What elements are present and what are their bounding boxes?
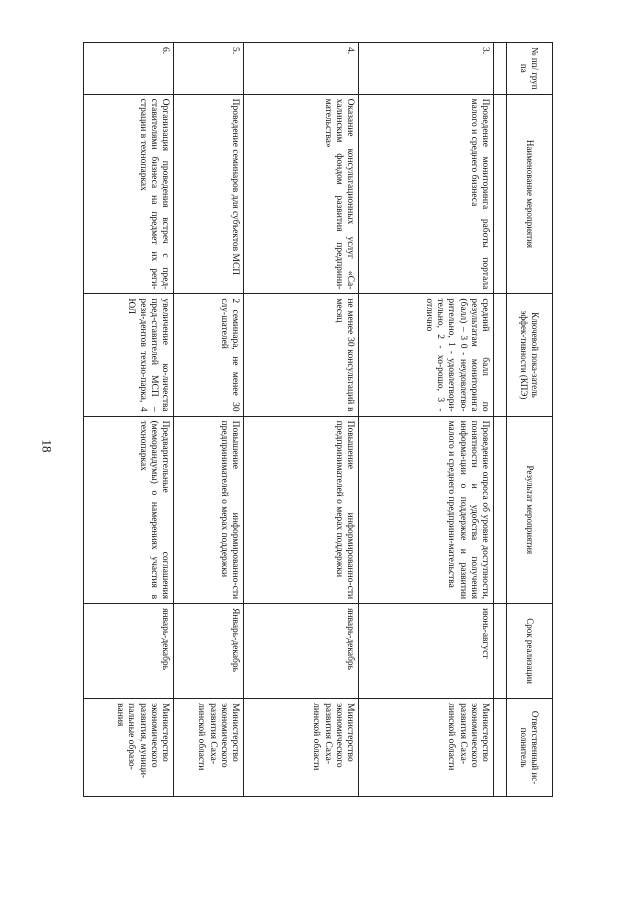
header-responsible: Ответственный ис-полнитель [507, 699, 553, 797]
spacer-row [494, 43, 507, 797]
header-kpi: Ключевой пока-затель эффек-тивности (КПЭ) [507, 294, 553, 416]
table-row [84, 43, 174, 797]
row-result: Предварительные соглашения (меморандумы) о намерениях участия в технопарках [84, 416, 174, 603]
row-term: январь-декабрь [84, 604, 174, 699]
header-num: № пп/ груп па [507, 43, 553, 95]
measures-table [83, 42, 553, 797]
row-responsible: Министерство экономического развития Саха-линской области [174, 699, 244, 797]
header-result: Результат мероприятия [507, 416, 553, 603]
row-name: Организация проведения встреч с пред-ставителями бизнеса на предмет их реги-страции в технопарках [84, 94, 174, 294]
row-name: Оказание консультационных услуг «Са-халинским фондом развития предприни-мательства» [244, 94, 359, 294]
row-result: Повышение информированно-сти предпринимателей о мерах поддержки [244, 416, 359, 603]
row-kpi: не менее 30 консультаций в месяц [244, 294, 359, 416]
row-responsible: Министерство экономического развития Саха-линской области [244, 699, 359, 797]
row-term: июнь-август [359, 604, 494, 699]
row-kpi: увеличение ко-личества пред-ставителей МСП – рези-дентов техно-парка, 4 ЮЛ [84, 294, 174, 416]
table-row [359, 43, 494, 797]
row-num: 3. [359, 43, 494, 95]
table-row [244, 43, 359, 797]
header-name: Наименование мероприятия [507, 94, 553, 294]
page-number: 18 [39, 439, 55, 453]
row-num: 6. [84, 43, 174, 95]
document-body [83, 42, 553, 797]
row-kpi: 2 семинара, не менее 30 слу-шателей [174, 294, 244, 416]
row-num: 4. [244, 43, 359, 95]
row-kpi: средний балл по результатам мониторинга (балл) – 3 0 - неудовлетво-рительно, 1 - удовлетвори-тельно, 2 - хо-рошо, 3 - отлично [359, 294, 494, 416]
row-num: 5. [174, 43, 244, 95]
table-container [83, 42, 553, 797]
row-responsible: Министерство экономического развития, муници-пальные образо-вания [84, 699, 174, 797]
table-row [174, 43, 244, 797]
row-term: Январь-декабрь [174, 604, 244, 699]
row-result: Проведение опроса об уровне доступности, понятности и удобства получения информа-ции о поддержке и развитии малого и среднего предприни-мательства [359, 416, 494, 603]
row-result: Повышение информированно-сти предпринимателей о мерах поддержки [174, 416, 244, 603]
row-name: Проведение мониторинга работы портала малого и среднего бизнеса [359, 94, 494, 294]
row-name: Проведение семинаров для субъектов МСП [174, 94, 244, 294]
row-responsible: Министерство экономического развития Саха-линской области [359, 699, 494, 797]
row-term: январь-декабрь [244, 604, 359, 699]
header-term: Срок реализации [507, 604, 553, 699]
header-row [507, 43, 553, 797]
